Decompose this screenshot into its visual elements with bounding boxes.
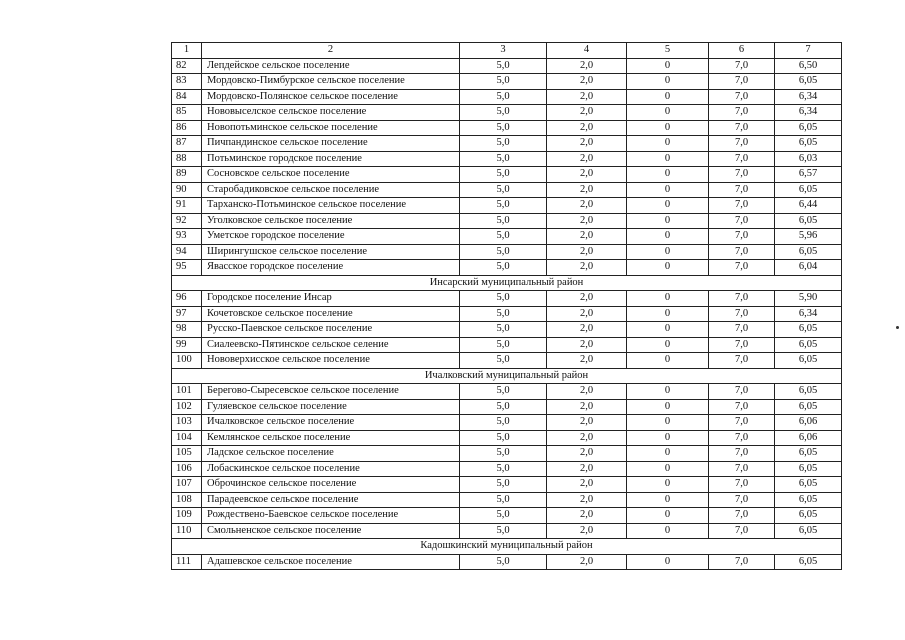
section-title: Инсарский муниципальный район xyxy=(172,275,842,291)
row-number: 108 xyxy=(172,492,202,508)
table-row xyxy=(172,89,842,105)
value-cell: 7,0 xyxy=(709,105,775,121)
value-cell: 6,05 xyxy=(775,384,842,400)
value-cell: 7,0 xyxy=(709,508,775,524)
settlement-name: Кочетовское сельское поселение xyxy=(202,306,460,322)
value-cell: 6,05 xyxy=(775,244,842,260)
value-cell: 5,0 xyxy=(460,229,547,245)
settlement-name: Пичпандинское сельское поселение xyxy=(202,136,460,152)
value-cell: 0 xyxy=(627,74,709,90)
value-cell: 2,0 xyxy=(547,74,627,90)
value-cell: 2,0 xyxy=(547,384,627,400)
row-number: 105 xyxy=(172,446,202,462)
table-row xyxy=(172,508,842,524)
value-cell: 0 xyxy=(627,554,709,570)
value-cell: 5,0 xyxy=(460,306,547,322)
value-cell: 6,05 xyxy=(775,461,842,477)
settlement-name: Оброчинское сельское поселение xyxy=(202,477,460,493)
value-cell: 2,0 xyxy=(547,306,627,322)
row-number: 102 xyxy=(172,399,202,415)
value-cell: 0 xyxy=(627,244,709,260)
value-cell: 6,04 xyxy=(775,260,842,276)
value-cell: 0 xyxy=(627,461,709,477)
value-cell: 7,0 xyxy=(709,167,775,183)
value-cell: 6,34 xyxy=(775,89,842,105)
value-cell: 2,0 xyxy=(547,477,627,493)
settlement-name: Потьминское городское поселение xyxy=(202,151,460,167)
value-cell: 2,0 xyxy=(547,136,627,152)
value-cell: 7,0 xyxy=(709,477,775,493)
value-cell: 6,06 xyxy=(775,415,842,431)
value-cell: 2,0 xyxy=(547,167,627,183)
header-cell: 1 xyxy=(172,43,202,59)
table-row xyxy=(172,213,842,229)
value-cell: 5,0 xyxy=(460,260,547,276)
value-cell: 6,50 xyxy=(775,58,842,74)
value-cell: 2,0 xyxy=(547,492,627,508)
value-cell: 0 xyxy=(627,105,709,121)
row-number: 90 xyxy=(172,182,202,198)
header-cell: 3 xyxy=(460,43,547,59)
table-row xyxy=(172,244,842,260)
value-cell: 6,05 xyxy=(775,322,842,338)
row-number: 99 xyxy=(172,337,202,353)
settlement-name: Адашевское сельское поселение xyxy=(202,554,460,570)
value-cell: 5,0 xyxy=(460,477,547,493)
header-cell: 6 xyxy=(709,43,775,59)
row-number: 94 xyxy=(172,244,202,260)
settlement-name: Городское поселение Инсар xyxy=(202,291,460,307)
value-cell: 5,0 xyxy=(460,492,547,508)
value-cell: 2,0 xyxy=(547,182,627,198)
value-cell: 6,57 xyxy=(775,167,842,183)
value-cell: 0 xyxy=(627,306,709,322)
value-cell: 0 xyxy=(627,182,709,198)
table-row xyxy=(172,399,842,415)
table-row xyxy=(172,198,842,214)
settlement-name: Явасское городское поселение xyxy=(202,260,460,276)
value-cell: 2,0 xyxy=(547,554,627,570)
value-cell: 5,0 xyxy=(460,446,547,462)
table-row xyxy=(172,120,842,136)
value-cell: 7,0 xyxy=(709,337,775,353)
value-cell: 5,0 xyxy=(460,353,547,369)
value-cell: 6,05 xyxy=(775,337,842,353)
table-row xyxy=(172,151,842,167)
settlement-name: Лепдейское сельское поселение xyxy=(202,58,460,74)
section-title-row xyxy=(172,368,842,384)
value-cell: 5,0 xyxy=(460,337,547,353)
value-cell: 0 xyxy=(627,399,709,415)
value-cell: 2,0 xyxy=(547,58,627,74)
table-row xyxy=(172,182,842,198)
value-cell: 7,0 xyxy=(709,306,775,322)
value-cell: 2,0 xyxy=(547,198,627,214)
settlement-name: Ичалковское сельское поселение xyxy=(202,415,460,431)
row-number: 104 xyxy=(172,430,202,446)
value-cell: 7,0 xyxy=(709,229,775,245)
value-cell: 5,0 xyxy=(460,167,547,183)
settlement-name: Берегово-Сыресевское сельское поселение xyxy=(202,384,460,400)
value-cell: 7,0 xyxy=(709,182,775,198)
row-number: 83 xyxy=(172,74,202,90)
value-cell: 0 xyxy=(627,322,709,338)
value-cell: 7,0 xyxy=(709,244,775,260)
value-cell: 0 xyxy=(627,167,709,183)
settlement-name: Нововыселское сельское поселение xyxy=(202,105,460,121)
value-cell: 0 xyxy=(627,89,709,105)
value-cell: 0 xyxy=(627,120,709,136)
row-number: 107 xyxy=(172,477,202,493)
value-cell: 2,0 xyxy=(547,105,627,121)
value-cell: 7,0 xyxy=(709,58,775,74)
table-row xyxy=(172,353,842,369)
value-cell: 6,05 xyxy=(775,182,842,198)
value-cell: 6,05 xyxy=(775,74,842,90)
settlement-name: Тарханско-Потьминское сельское поселение xyxy=(202,198,460,214)
table-row xyxy=(172,430,842,446)
row-number: 88 xyxy=(172,151,202,167)
settlement-name: Старобадиковское сельское поселение xyxy=(202,182,460,198)
value-cell: 0 xyxy=(627,198,709,214)
settlement-name: Сиалеевско-Пятинское сельское селение xyxy=(202,337,460,353)
value-cell: 2,0 xyxy=(547,291,627,307)
value-cell: 7,0 xyxy=(709,260,775,276)
value-cell: 5,0 xyxy=(460,89,547,105)
value-cell: 2,0 xyxy=(547,337,627,353)
value-cell: 2,0 xyxy=(547,229,627,245)
value-cell: 5,0 xyxy=(460,244,547,260)
value-cell: 5,0 xyxy=(460,291,547,307)
settlement-name: Уголковское сельское поселение xyxy=(202,213,460,229)
value-cell: 2,0 xyxy=(547,120,627,136)
table-row xyxy=(172,446,842,462)
value-cell: 2,0 xyxy=(547,260,627,276)
value-cell: 2,0 xyxy=(547,446,627,462)
value-cell: 5,0 xyxy=(460,198,547,214)
value-cell: 5,0 xyxy=(460,322,547,338)
value-cell: 6,05 xyxy=(775,213,842,229)
row-number: 93 xyxy=(172,229,202,245)
value-cell: 0 xyxy=(627,430,709,446)
settlement-name: Парадеевское сельское поселение xyxy=(202,492,460,508)
table-row xyxy=(172,322,842,338)
value-cell: 7,0 xyxy=(709,446,775,462)
table-row xyxy=(172,167,842,183)
settlement-name: Мордовско-Пимбурское сельское поселение xyxy=(202,74,460,90)
row-number: 106 xyxy=(172,461,202,477)
value-cell: 2,0 xyxy=(547,415,627,431)
value-cell: 0 xyxy=(627,291,709,307)
settlement-name: Лобаскинское сельское поселение xyxy=(202,461,460,477)
settlement-name: Ширингушское сельское поселение xyxy=(202,244,460,260)
value-cell: 7,0 xyxy=(709,523,775,539)
settlement-name: Новопотьминское сельское поселение xyxy=(202,120,460,136)
value-cell: 6,05 xyxy=(775,508,842,524)
value-cell: 0 xyxy=(627,492,709,508)
row-number: 110 xyxy=(172,523,202,539)
table-row xyxy=(172,461,842,477)
header-row xyxy=(172,43,842,59)
value-cell: 6,05 xyxy=(775,446,842,462)
value-cell: 0 xyxy=(627,415,709,431)
value-cell: 7,0 xyxy=(709,384,775,400)
row-number: 92 xyxy=(172,213,202,229)
section-title-row xyxy=(172,539,842,555)
value-cell: 7,0 xyxy=(709,399,775,415)
row-number: 103 xyxy=(172,415,202,431)
value-cell: 6,05 xyxy=(775,399,842,415)
value-cell: 2,0 xyxy=(547,244,627,260)
table-row xyxy=(172,229,842,245)
value-cell: 0 xyxy=(627,353,709,369)
value-cell: 7,0 xyxy=(709,213,775,229)
value-cell: 0 xyxy=(627,446,709,462)
row-number: 84 xyxy=(172,89,202,105)
value-cell: 2,0 xyxy=(547,399,627,415)
row-number: 91 xyxy=(172,198,202,214)
value-cell: 7,0 xyxy=(709,430,775,446)
value-cell: 0 xyxy=(627,151,709,167)
scan-speck xyxy=(896,326,899,329)
table-row xyxy=(172,384,842,400)
value-cell: 6,05 xyxy=(775,120,842,136)
section-title-row xyxy=(172,275,842,291)
value-cell: 0 xyxy=(627,523,709,539)
table-row xyxy=(172,523,842,539)
value-cell: 7,0 xyxy=(709,151,775,167)
value-cell: 0 xyxy=(627,213,709,229)
value-cell: 7,0 xyxy=(709,74,775,90)
table-row xyxy=(172,415,842,431)
table-body xyxy=(172,43,842,570)
value-cell: 7,0 xyxy=(709,554,775,570)
value-cell: 0 xyxy=(627,477,709,493)
value-cell: 0 xyxy=(627,229,709,245)
row-number: 101 xyxy=(172,384,202,400)
value-cell: 5,0 xyxy=(460,74,547,90)
value-cell: 5,0 xyxy=(460,461,547,477)
table-row xyxy=(172,554,842,570)
settlement-name: Гуляевское сельское поселение xyxy=(202,399,460,415)
value-cell: 0 xyxy=(627,384,709,400)
value-cell: 2,0 xyxy=(547,508,627,524)
municipal-table xyxy=(171,42,842,570)
value-cell: 5,0 xyxy=(460,399,547,415)
value-cell: 7,0 xyxy=(709,89,775,105)
row-number: 89 xyxy=(172,167,202,183)
value-cell: 6,05 xyxy=(775,492,842,508)
value-cell: 7,0 xyxy=(709,291,775,307)
value-cell: 5,96 xyxy=(775,229,842,245)
value-cell: 7,0 xyxy=(709,492,775,508)
row-number: 82 xyxy=(172,58,202,74)
settlement-name: Нововерхисское сельское поселение xyxy=(202,353,460,369)
value-cell: 5,0 xyxy=(460,182,547,198)
value-cell: 5,0 xyxy=(460,430,547,446)
table-row xyxy=(172,477,842,493)
value-cell: 7,0 xyxy=(709,136,775,152)
row-number: 86 xyxy=(172,120,202,136)
row-number: 111 xyxy=(172,554,202,570)
table-row xyxy=(172,74,842,90)
value-cell: 0 xyxy=(627,337,709,353)
settlement-name: Мордовско-Полянское сельское поселение xyxy=(202,89,460,105)
value-cell: 6,06 xyxy=(775,430,842,446)
value-cell: 7,0 xyxy=(709,461,775,477)
settlement-name: Кемлянское сельское поселение xyxy=(202,430,460,446)
value-cell: 5,0 xyxy=(460,136,547,152)
value-cell: 5,0 xyxy=(460,213,547,229)
value-cell: 7,0 xyxy=(709,120,775,136)
row-number: 97 xyxy=(172,306,202,322)
value-cell: 2,0 xyxy=(547,151,627,167)
value-cell: 2,0 xyxy=(547,461,627,477)
value-cell: 7,0 xyxy=(709,322,775,338)
section-title: Кадошкинский муниципальный район xyxy=(172,539,842,555)
table-row xyxy=(172,492,842,508)
value-cell: 5,0 xyxy=(460,384,547,400)
value-cell: 5,0 xyxy=(460,508,547,524)
settlement-name: Сосновское сельское поселение xyxy=(202,167,460,183)
value-cell: 6,05 xyxy=(775,353,842,369)
settlement-name: Русско-Паевское сельское поселение xyxy=(202,322,460,338)
value-cell: 5,0 xyxy=(460,120,547,136)
value-cell: 6,05 xyxy=(775,554,842,570)
header-cell: 7 xyxy=(775,43,842,59)
header-cell: 4 xyxy=(547,43,627,59)
header-cell: 2 xyxy=(202,43,460,59)
settlement-name: Ладское сельское поселение xyxy=(202,446,460,462)
value-cell: 7,0 xyxy=(709,415,775,431)
value-cell: 0 xyxy=(627,136,709,152)
value-cell: 2,0 xyxy=(547,89,627,105)
header-cell: 5 xyxy=(627,43,709,59)
value-cell: 6,44 xyxy=(775,198,842,214)
table-row xyxy=(172,58,842,74)
value-cell: 2,0 xyxy=(547,353,627,369)
section-title: Ичалковский муниципальный район xyxy=(172,368,842,384)
row-number: 100 xyxy=(172,353,202,369)
row-number: 87 xyxy=(172,136,202,152)
table-row xyxy=(172,306,842,322)
table-row xyxy=(172,337,842,353)
value-cell: 6,05 xyxy=(775,136,842,152)
row-number: 96 xyxy=(172,291,202,307)
value-cell: 7,0 xyxy=(709,353,775,369)
settlement-name: Уметское городское поселение xyxy=(202,229,460,245)
value-cell: 0 xyxy=(627,260,709,276)
value-cell: 6,34 xyxy=(775,306,842,322)
row-number: 109 xyxy=(172,508,202,524)
table-row xyxy=(172,291,842,307)
value-cell: 5,0 xyxy=(460,105,547,121)
value-cell: 5,0 xyxy=(460,523,547,539)
value-cell: 7,0 xyxy=(709,198,775,214)
row-number: 98 xyxy=(172,322,202,338)
value-cell: 6,05 xyxy=(775,523,842,539)
value-cell: 5,0 xyxy=(460,554,547,570)
value-cell: 0 xyxy=(627,58,709,74)
value-cell: 5,0 xyxy=(460,415,547,431)
row-number: 95 xyxy=(172,260,202,276)
value-cell: 6,05 xyxy=(775,477,842,493)
table-row xyxy=(172,260,842,276)
value-cell: 5,0 xyxy=(460,151,547,167)
value-cell: 0 xyxy=(627,508,709,524)
table-row xyxy=(172,105,842,121)
table-row xyxy=(172,136,842,152)
value-cell: 5,0 xyxy=(460,58,547,74)
value-cell: 2,0 xyxy=(547,523,627,539)
settlement-name: Рождествено-Баевское сельское поселение xyxy=(202,508,460,524)
value-cell: 2,0 xyxy=(547,430,627,446)
value-cell: 5,90 xyxy=(775,291,842,307)
row-number: 85 xyxy=(172,105,202,121)
value-cell: 6,03 xyxy=(775,151,842,167)
value-cell: 2,0 xyxy=(547,322,627,338)
settlement-name: Смольненское сельское поселение xyxy=(202,523,460,539)
value-cell: 2,0 xyxy=(547,213,627,229)
value-cell: 6,34 xyxy=(775,105,842,121)
